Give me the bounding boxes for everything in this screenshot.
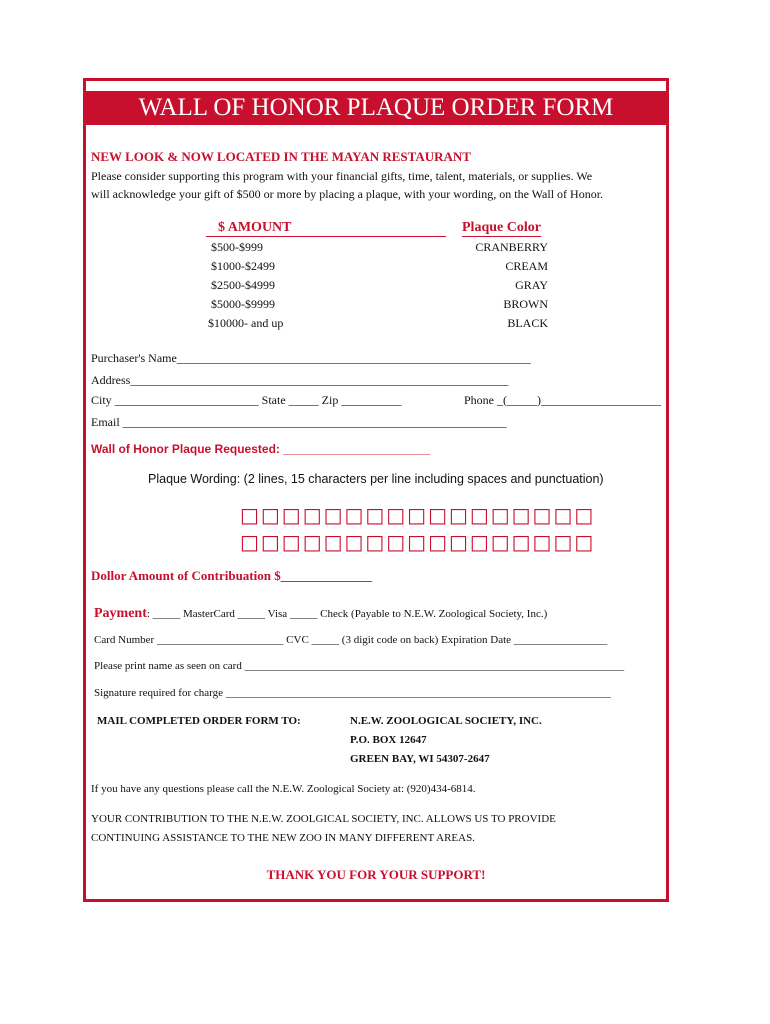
color-cell: BLACK	[507, 316, 548, 330]
plaque-requested-field[interactable]: Wall of Honor Plaque Requested: ______________________	[91, 442, 431, 456]
purchaser-name-field[interactable]: Purchaser's Name___________________________________________________________	[91, 351, 531, 365]
color-cell: BROWN	[503, 297, 548, 311]
amount-cell: $2500-$4999	[211, 278, 275, 292]
plaque-line-1-boxes[interactable]: □□□□□□□□□□□□□□□□□	[240, 503, 596, 527]
print-name-field[interactable]: Please print name as seen on card _____________________________________________________________________	[94, 660, 625, 672]
questions-text: If you have any questions please call the N.E.W. Zoological Society at: (920)434-6814.	[91, 783, 476, 795]
city-state-zip-field[interactable]: City ________________________ State _____ Zip __________	[91, 393, 402, 407]
contribution-amount-field[interactable]: Dollor Amount of Contribuation $______________	[91, 568, 372, 583]
intro-line-2: will acknowledge your gift of $500 or more by placing a plaque, with your wording, on the Wall of Honor.	[91, 187, 604, 201]
contribution-text-2: CONTINUING ASSISTANCE TO THE NEW ZOO IN MANY DIFFERENT AREAS.	[91, 832, 475, 844]
form-frame	[83, 78, 669, 902]
phone-field[interactable]: Phone _(_____)____________________	[464, 393, 661, 407]
plaque-wording-instructions: Plaque Wording: (2 lines, 15 characters per line including spaces and punctuation)	[148, 472, 604, 486]
mail-box: P.O. BOX 12647	[350, 734, 427, 746]
color-cell: GRAY	[515, 278, 548, 292]
form-title: WALL OF HONOR PLAQUE ORDER FORM	[86, 91, 666, 125]
amount-header	[206, 220, 446, 237]
color-cell: CREAM	[505, 259, 548, 273]
payment-label: Payment	[94, 606, 147, 621]
signature-field[interactable]: Signature required for charge ______________________________________________________________________	[94, 687, 611, 699]
payment-row	[94, 604, 547, 622]
card-number-field[interactable]: Card Number _______________________ CVC _____ (3 digit code on back) Expiration Date _________________	[94, 634, 608, 646]
amount-cell: $10000- and up	[208, 316, 284, 330]
amount-cell: $1000-$2499	[211, 259, 275, 273]
payment-options[interactable]: : _____ MasterCard _____ Visa _____ Check (Payable to N.E.W. Zoological Society, Inc.)	[146, 608, 548, 620]
intro-line-1: Please consider supporting this program with your financial gifts, time, talent, materials, or supplies. We	[91, 169, 593, 183]
address-field[interactable]: Address_______________________________________________________________	[91, 373, 509, 387]
mail-city: GREEN BAY, WI 54307-2647	[350, 753, 490, 765]
plaque-line-2-boxes[interactable]: □□□□□□□□□□□□□□□□□	[240, 530, 596, 554]
thank-you: THANK YOU FOR YOUR SUPPORT!	[266, 867, 486, 882]
form-subtitle: NEW LOOK & NOW LOCATED IN THE MAYAN RESTAURANT	[91, 149, 471, 164]
mail-org: N.E.W. ZOOLOGICAL SOCIETY, INC.	[350, 715, 542, 727]
contribution-text-1: YOUR CONTRIBUTION TO THE N.E.W. ZOOLGICAL SOCIETY, INC. ALLOWS US TO PROVIDE	[91, 813, 556, 825]
color-header: Plaque Color	[462, 220, 541, 235]
amount-cell: $5000-$9999	[211, 297, 275, 311]
mail-label: MAIL COMPLETED ORDER FORM TO:	[97, 715, 301, 727]
color-cell: CRANBERRY	[475, 240, 548, 254]
amount-cell: $500-$999	[211, 240, 263, 254]
email-field[interactable]: Email ________________________________________________________________	[91, 415, 507, 429]
amount-header-label: $ AMOUNT	[218, 220, 292, 235]
